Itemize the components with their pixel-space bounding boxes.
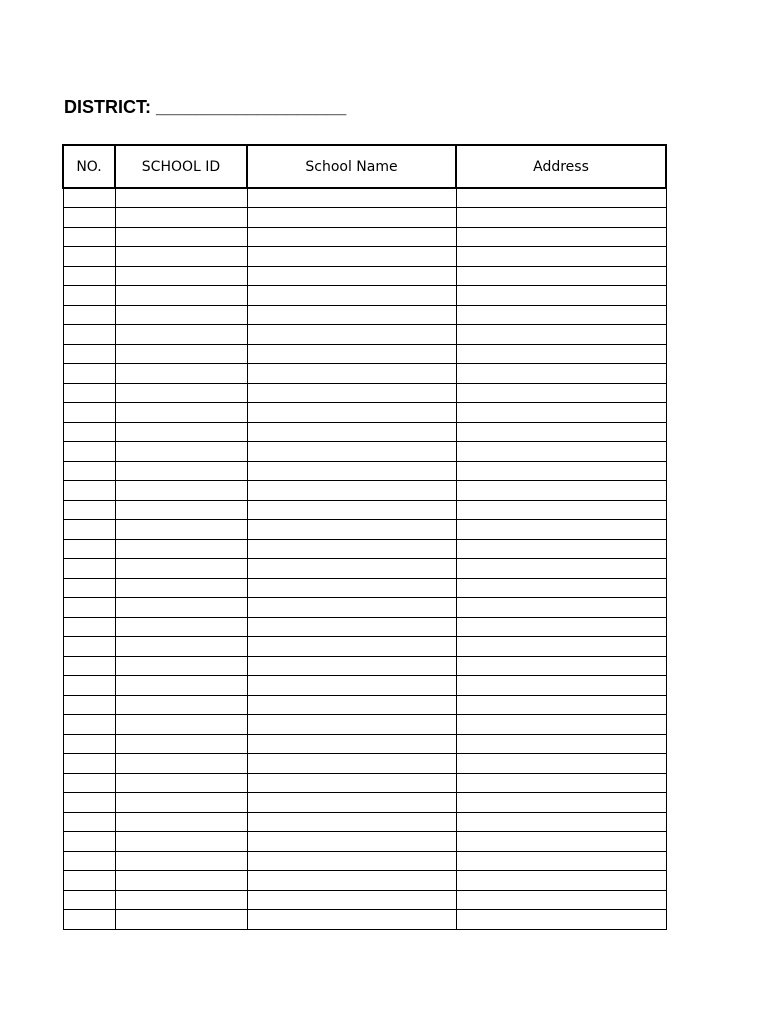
school-id-cell[interactable] [115, 344, 247, 364]
address-cell[interactable] [456, 637, 666, 657]
table-row [63, 325, 666, 345]
no-cell[interactable] [63, 676, 115, 696]
school-id-cell[interactable] [115, 910, 247, 930]
table-row [63, 247, 666, 267]
address-cell[interactable] [456, 832, 666, 852]
school-name-cell[interactable] [247, 539, 456, 559]
table-header-row [63, 145, 666, 188]
school-id-cell[interactable] [115, 656, 247, 676]
address-cell[interactable] [456, 520, 666, 540]
no-cell[interactable] [63, 715, 115, 735]
school-name-cell[interactable] [247, 227, 456, 247]
school-id-cell[interactable] [115, 539, 247, 559]
school-id-cell[interactable] [115, 851, 247, 871]
school-name-cell[interactable] [247, 481, 456, 501]
no-cell[interactable] [63, 754, 115, 774]
address-cell[interactable] [456, 286, 666, 306]
table-row [63, 656, 666, 676]
no-cell[interactable] [63, 188, 115, 208]
table-row [63, 793, 666, 813]
no-cell[interactable] [63, 910, 115, 930]
table-row [63, 676, 666, 696]
school-name-cell[interactable] [247, 422, 456, 442]
school-id-cell[interactable] [115, 266, 247, 286]
school-name-cell[interactable] [247, 754, 456, 774]
no-cell[interactable] [63, 656, 115, 676]
address-cell[interactable] [456, 461, 666, 481]
school-id-cell[interactable] [115, 637, 247, 657]
school-id-cell[interactable] [115, 715, 247, 735]
no-cell[interactable] [63, 325, 115, 345]
address-cell[interactable] [456, 305, 666, 325]
address-cell[interactable] [456, 559, 666, 579]
school-name-cell[interactable] [247, 851, 456, 871]
table-row [63, 305, 666, 325]
table-row [63, 910, 666, 930]
no-cell[interactable] [63, 247, 115, 267]
table-row [63, 539, 666, 559]
address-cell[interactable] [456, 539, 666, 559]
school-id-cell[interactable] [115, 832, 247, 852]
address-cell[interactable] [456, 383, 666, 403]
no-cell[interactable] [63, 286, 115, 306]
school-id-cell[interactable] [115, 500, 247, 520]
no-cell[interactable] [63, 442, 115, 462]
table-row [63, 715, 666, 735]
school-id-cell[interactable] [115, 890, 247, 910]
table-row [63, 617, 666, 637]
school-name-cell[interactable] [247, 676, 456, 696]
school-name-cell[interactable] [247, 890, 456, 910]
school-name-cell[interactable] [247, 832, 456, 852]
school-name-cell[interactable] [247, 715, 456, 735]
school-name-cell[interactable] [247, 442, 456, 462]
address-cell[interactable] [456, 695, 666, 715]
address-cell[interactable] [456, 754, 666, 774]
address-cell[interactable] [456, 442, 666, 462]
school-id-cell[interactable] [115, 364, 247, 384]
column-header-school-id: SCHOOL ID [115, 145, 247, 188]
table-row [63, 578, 666, 598]
table-row [63, 461, 666, 481]
no-cell[interactable] [63, 344, 115, 364]
school-name-cell[interactable] [247, 734, 456, 754]
school-id-cell[interactable] [115, 812, 247, 832]
table-row [63, 598, 666, 618]
no-cell[interactable] [63, 422, 115, 442]
no-cell[interactable] [63, 461, 115, 481]
address-cell[interactable] [456, 227, 666, 247]
address-cell[interactable] [456, 656, 666, 676]
no-cell[interactable] [63, 695, 115, 715]
school-id-cell[interactable] [115, 383, 247, 403]
table-row [63, 812, 666, 832]
no-cell[interactable] [63, 637, 115, 657]
address-cell[interactable] [456, 598, 666, 618]
school-id-cell[interactable] [115, 871, 247, 891]
address-cell[interactable] [456, 208, 666, 228]
school-name-cell[interactable] [247, 500, 456, 520]
school-name-cell[interactable] [247, 325, 456, 345]
school-name-cell[interactable] [247, 286, 456, 306]
table-row [63, 890, 666, 910]
no-cell[interactable] [63, 812, 115, 832]
address-cell[interactable] [456, 715, 666, 735]
school-name-cell[interactable] [247, 461, 456, 481]
school-id-cell[interactable] [115, 793, 247, 813]
school-id-cell[interactable] [115, 773, 247, 793]
school-id-cell[interactable] [115, 559, 247, 579]
table-row [63, 364, 666, 384]
address-cell[interactable] [456, 500, 666, 520]
table-row [63, 266, 666, 286]
table-row [63, 832, 666, 852]
address-cell[interactable] [456, 617, 666, 637]
address-cell[interactable] [456, 773, 666, 793]
school-id-cell[interactable] [115, 286, 247, 306]
school-id-cell[interactable] [115, 734, 247, 754]
school-name-cell[interactable] [247, 656, 456, 676]
table-row [63, 442, 666, 462]
school-id-cell[interactable] [115, 598, 247, 618]
table-row [63, 422, 666, 442]
address-cell[interactable] [456, 422, 666, 442]
address-cell[interactable] [456, 871, 666, 891]
no-cell[interactable] [63, 481, 115, 501]
address-cell[interactable] [456, 851, 666, 871]
school-name-cell[interactable] [247, 344, 456, 364]
no-cell[interactable] [63, 617, 115, 637]
school-id-cell[interactable] [115, 305, 247, 325]
school-name-cell[interactable] [247, 871, 456, 891]
no-cell[interactable] [63, 403, 115, 423]
table-row [63, 734, 666, 754]
school-name-cell[interactable] [247, 559, 456, 579]
no-cell[interactable] [63, 578, 115, 598]
table-row [63, 286, 666, 306]
address-cell[interactable] [456, 344, 666, 364]
school-name-cell[interactable] [247, 188, 456, 208]
school-name-cell[interactable] [247, 520, 456, 540]
school-name-cell[interactable] [247, 208, 456, 228]
address-cell[interactable] [456, 481, 666, 501]
address-cell[interactable] [456, 247, 666, 267]
school-id-cell[interactable] [115, 695, 247, 715]
school-name-cell[interactable] [247, 812, 456, 832]
no-cell[interactable] [63, 520, 115, 540]
table-row [63, 481, 666, 501]
table-row [63, 208, 666, 228]
table-row [63, 344, 666, 364]
school-id-cell[interactable] [115, 481, 247, 501]
school-name-cell[interactable] [247, 403, 456, 423]
no-cell[interactable] [63, 383, 115, 403]
school-name-cell[interactable] [247, 364, 456, 384]
no-cell[interactable] [63, 890, 115, 910]
table-row [63, 403, 666, 423]
school-id-cell[interactable] [115, 442, 247, 462]
no-cell[interactable] [63, 734, 115, 754]
school-name-cell[interactable] [247, 247, 456, 267]
address-cell[interactable] [456, 910, 666, 930]
school-name-cell[interactable] [247, 617, 456, 637]
address-cell[interactable] [456, 812, 666, 832]
no-cell[interactable] [63, 208, 115, 228]
school-name-cell[interactable] [247, 598, 456, 618]
no-cell[interactable] [63, 598, 115, 618]
no-cell[interactable] [63, 539, 115, 559]
table-body [63, 188, 666, 929]
no-cell[interactable] [63, 500, 115, 520]
table-row [63, 695, 666, 715]
table-row [63, 773, 666, 793]
school-name-cell[interactable] [247, 910, 456, 930]
address-cell[interactable] [456, 325, 666, 345]
address-cell[interactable] [456, 364, 666, 384]
school-id-cell[interactable] [115, 617, 247, 637]
school-id-cell[interactable] [115, 188, 247, 208]
address-cell[interactable] [456, 266, 666, 286]
table-row [63, 188, 666, 208]
school-id-cell[interactable] [115, 461, 247, 481]
address-cell[interactable] [456, 578, 666, 598]
school-name-cell[interactable] [247, 695, 456, 715]
address-cell[interactable] [456, 890, 666, 910]
address-cell[interactable] [456, 734, 666, 754]
address-cell[interactable] [456, 793, 666, 813]
table-row [63, 520, 666, 540]
table-row [63, 500, 666, 520]
table-row [63, 227, 666, 247]
school-id-cell[interactable] [115, 754, 247, 774]
school-name-cell[interactable] [247, 793, 456, 813]
table-row [63, 851, 666, 871]
no-cell[interactable] [63, 793, 115, 813]
no-cell[interactable] [63, 851, 115, 871]
school-id-cell[interactable] [115, 403, 247, 423]
no-cell[interactable] [63, 773, 115, 793]
no-cell[interactable] [63, 305, 115, 325]
school-id-cell[interactable] [115, 422, 247, 442]
school-id-cell[interactable] [115, 325, 247, 345]
school-list-table [62, 144, 667, 930]
address-cell[interactable] [456, 676, 666, 696]
column-header-address: Address [456, 145, 666, 188]
district-label: DISTRICT: ___________________ [64, 97, 347, 117]
no-cell[interactable] [63, 364, 115, 384]
table-row [63, 637, 666, 657]
school-name-cell[interactable] [247, 266, 456, 286]
school-id-cell[interactable] [115, 520, 247, 540]
no-cell[interactable] [63, 871, 115, 891]
no-cell[interactable] [63, 266, 115, 286]
school-name-cell[interactable] [247, 305, 456, 325]
school-name-cell[interactable] [247, 773, 456, 793]
no-cell[interactable] [63, 559, 115, 579]
school-name-cell[interactable] [247, 578, 456, 598]
school-id-cell[interactable] [115, 578, 247, 598]
address-cell[interactable] [456, 188, 666, 208]
no-cell[interactable] [63, 227, 115, 247]
table-row [63, 383, 666, 403]
school-id-cell[interactable] [115, 247, 247, 267]
table-row [63, 871, 666, 891]
school-id-cell[interactable] [115, 676, 247, 696]
column-header-school-name: School Name [247, 145, 456, 188]
address-cell[interactable] [456, 403, 666, 423]
school-name-cell[interactable] [247, 637, 456, 657]
school-id-cell[interactable] [115, 227, 247, 247]
no-cell[interactable] [63, 832, 115, 852]
school-id-cell[interactable] [115, 208, 247, 228]
column-header-no: NO. [63, 145, 115, 188]
table-row [63, 754, 666, 774]
table-row [63, 559, 666, 579]
school-name-cell[interactable] [247, 383, 456, 403]
